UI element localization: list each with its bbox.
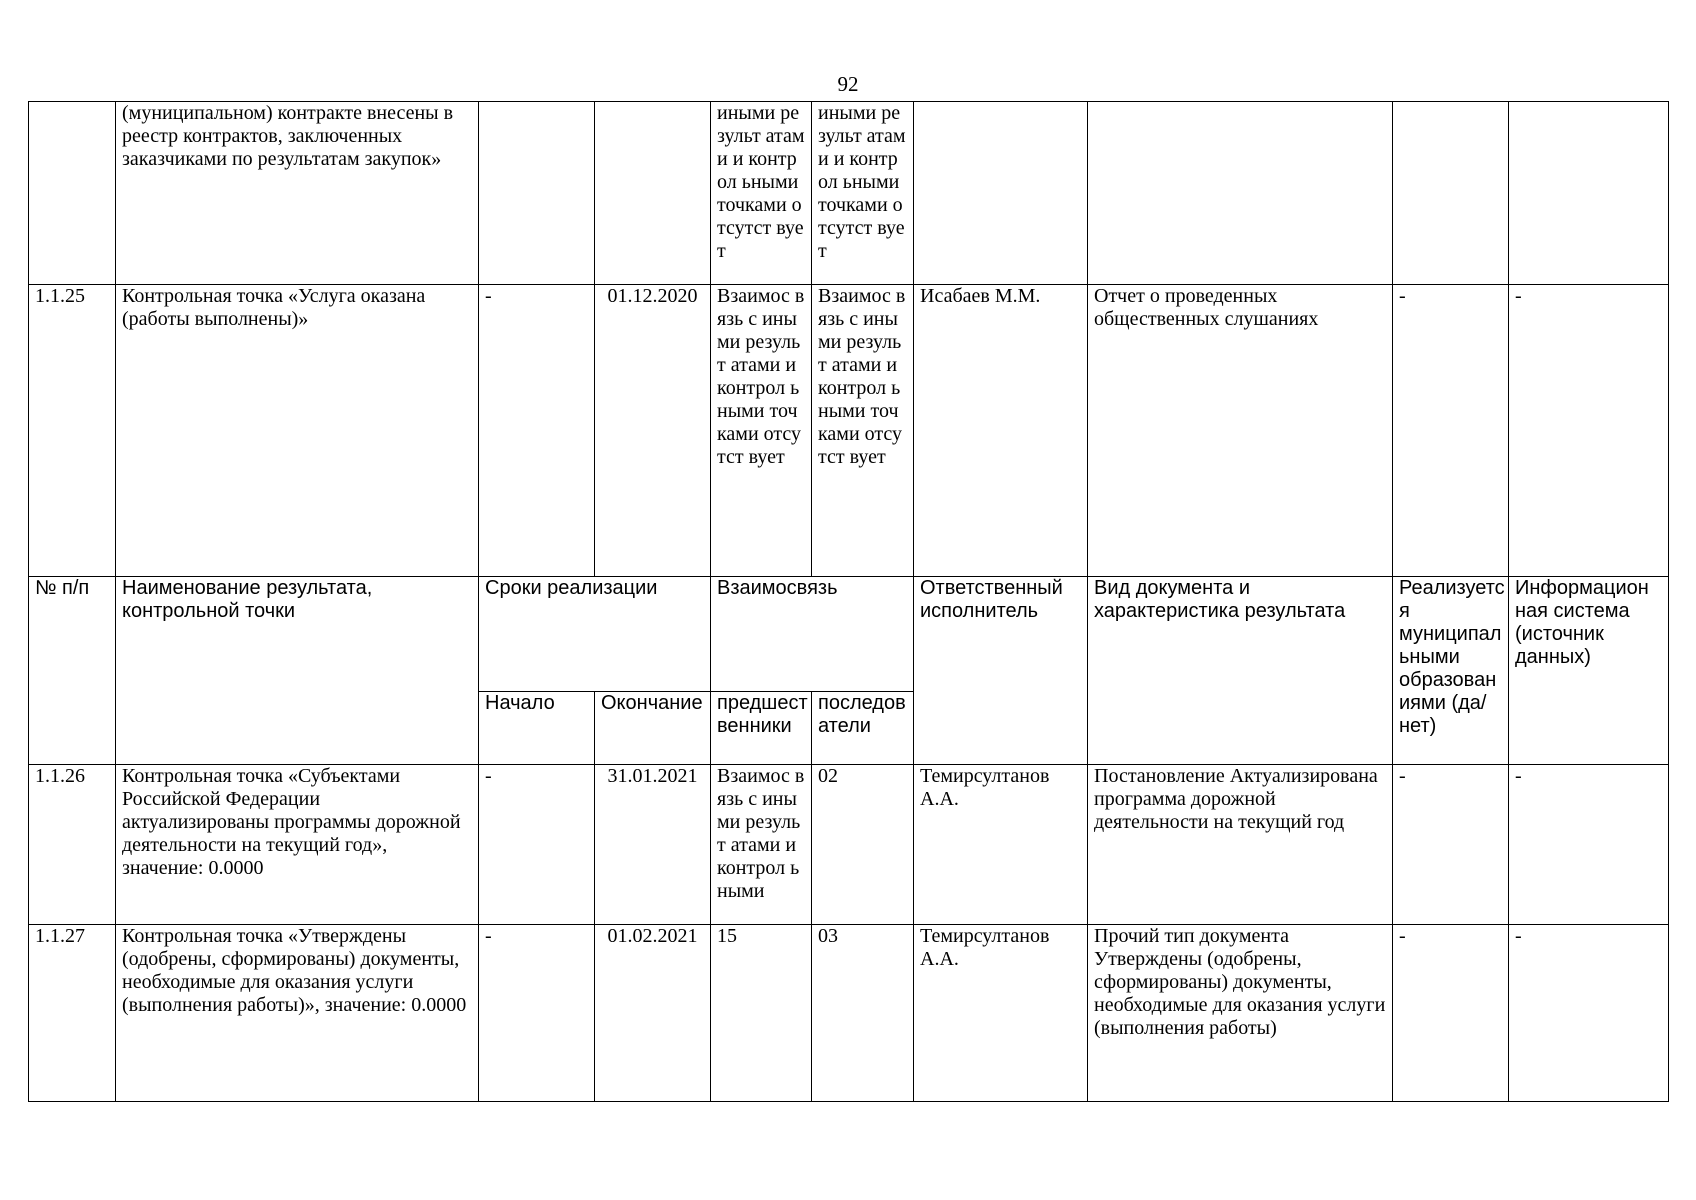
end-date: 31.01.2021: [595, 765, 711, 925]
result-name: Контрольная точка «Услуга оказана (работы выполнены)»: [116, 285, 479, 577]
header-info-system: Информацион ная система (источник данных): [1509, 577, 1669, 765]
end-date: [595, 102, 711, 285]
table-row: [29, 102, 1669, 285]
page-number: 92: [837, 72, 859, 96]
header-relation: Взаимосвязь: [711, 577, 914, 692]
header-end: Окончание: [595, 692, 711, 765]
result-name: Контрольная точка «Утверждены (одобрены, сформированы) документы, необходимые для оказания услуги (выполнения работы)», значение: 0.0000: [116, 925, 479, 1102]
header-municipal: Реализуетс я муниципал ьными образован иями (да/нет): [1393, 577, 1509, 765]
end-date: 01.02.2021: [595, 925, 711, 1102]
info-system: -: [1509, 925, 1669, 1102]
municipal-flag: -: [1393, 285, 1509, 577]
predecessors-text: Взаимос вязь с иными результ атами и контрол ьными: [717, 765, 805, 902]
info-system: [1509, 102, 1669, 285]
responsible-executor: Темирсултанов А.А.: [914, 925, 1088, 1102]
start-date: -: [479, 925, 595, 1102]
successors: иными результ атами и контрол ьными точками отсутст вует: [812, 102, 914, 285]
result-name: (муниципальном) контракте внесены в реестр контрактов, заключенных заказчиками по результатам закупок»: [116, 102, 479, 285]
row-number: 1.1.25: [29, 285, 116, 577]
document-type: Постановление Актуализирована программа дорожной деятельности на текущий год: [1088, 765, 1393, 925]
start-date: [479, 102, 595, 285]
header-responsible: Ответственный исполнитель: [914, 577, 1088, 765]
municipal-flag: [1393, 102, 1509, 285]
responsible-executor: [914, 102, 1088, 285]
header-terms: Сроки реализации: [479, 577, 711, 692]
document-type: Отчет о проведенных общественных слушаниях: [1088, 285, 1393, 577]
table-header-row: [29, 577, 1669, 692]
municipal-flag: -: [1393, 765, 1509, 925]
result-name: Контрольная точка «Субъектами Российской Федерации актуализированы программы дорожной деятельности на текущий год», значение: 0.0000: [116, 765, 479, 925]
predecessors: иными результ атами и контрол ьными точками отсутст вует: [711, 102, 812, 285]
info-system: -: [1509, 285, 1669, 577]
row-number: 1.1.26: [29, 765, 116, 925]
start-date: -: [479, 285, 595, 577]
municipal-flag: -: [1393, 925, 1509, 1102]
table-row: [29, 925, 1669, 1102]
predecessors: Взаимос вязь с иными результ атами и контрол ьными точками отсутст вует: [711, 285, 812, 577]
successors: 03: [812, 925, 914, 1102]
row-number: 1.1.27: [29, 925, 116, 1102]
results-table: [28, 101, 1669, 1102]
responsible-executor: Темирсултанов А.А.: [914, 765, 1088, 925]
end-date: 01.12.2020: [595, 285, 711, 577]
header-predecessors: предшест венники: [711, 692, 812, 765]
header-number: № п/п: [29, 577, 116, 765]
predecessors: [711, 765, 812, 925]
predecessors: 15: [711, 925, 812, 1102]
document-type: Прочий тип документа Утверждены (одобрены, сформированы) документы, необходимые для оказания услуги (выполнения работы): [1088, 925, 1393, 1102]
document-type: [1088, 102, 1393, 285]
table-row: [29, 285, 1669, 577]
successors: 02: [812, 765, 914, 925]
info-system: -: [1509, 765, 1669, 925]
table-row: [29, 765, 1669, 925]
responsible-executor: Исабаев М.М.: [914, 285, 1088, 577]
header-successors: последов атели: [812, 692, 914, 765]
row-number: [29, 102, 116, 285]
header-document-type: Вид документа и характеристика результата: [1088, 577, 1393, 765]
successors: Взаимос вязь с иными результ атами и контрол ьными точками отсутст вует: [812, 285, 914, 577]
header-start: Начало: [479, 692, 595, 765]
start-date: -: [479, 765, 595, 925]
header-result-name: Наименование результата, контрольной точки: [116, 577, 479, 765]
